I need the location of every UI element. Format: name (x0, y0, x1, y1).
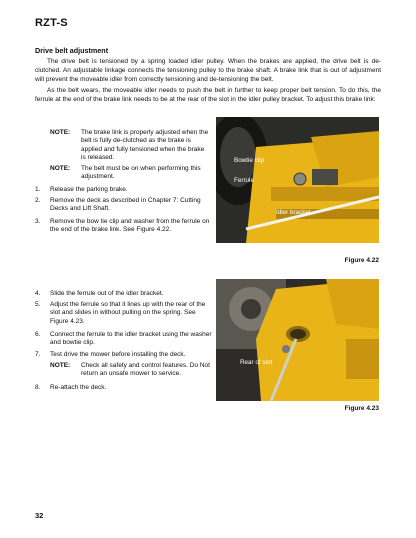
step-text: Slide the ferrule out of the idler bracket. (50, 290, 164, 297)
step-text: Connect the ferrule to the idler bracket using the washer and bowtie clip. (50, 331, 212, 347)
step-text: Test drive the mower before installing the deck. (50, 351, 186, 358)
intro-paragraph: The drive belt is tensioned by a spring loaded idler pulley. When the brakes are applied, the drive belt is de-clutched. An adjustable linkage connects the tensioning pulley to the brake shaft. A brake link that is out of adjustment will prevent the moveable idler from correctly tensioning and de-tensioning the belt. (35, 58, 381, 83)
note-label: NOTE: (50, 129, 71, 136)
note-text: The belt must be on when performing this adjustment. (81, 165, 201, 181)
step-4 (35, 290, 215, 298)
adjustment-paragraph: As the belt wears, the moveable idler needs to push the belt in further to keep proper belt tension. To do this, the ferrule at the end of the brake link needs to be at the rear of the slot in the idler pulley bracket. To adjust this brake link: (35, 87, 381, 103)
idler-bracket-label: Idler bracket (276, 209, 311, 216)
step-6 (35, 331, 215, 348)
note-text: The brake link is properly adjusted when the belt is fully de-clutched as the brake is applied and fully tensioned when the brake is released. (81, 129, 209, 161)
step-number: 6. (35, 331, 41, 338)
step-number: 4. (35, 290, 41, 297)
note-belt (50, 165, 210, 182)
step-number: 3. (35, 218, 41, 225)
step-7 (35, 351, 215, 359)
step-text: Remove the bow tie clip and washer from the ferrule on the end of the brake link. See Figure 4.22. (50, 218, 210, 234)
note-text: Check all safety and control features. Do Not return an unsafe mower to service. (81, 362, 210, 378)
step-text: Release the parking brake. (50, 186, 128, 193)
figure-4-22-photo (216, 117, 379, 243)
note-safety (50, 362, 210, 379)
note-label: NOTE: (50, 165, 71, 172)
step-number: 1. (35, 186, 41, 193)
section-title: Drive belt adjustment (35, 46, 109, 55)
step-number: 2. (35, 197, 41, 204)
step-1 (35, 186, 215, 194)
step-2 (35, 197, 215, 214)
note-adjustment (50, 129, 210, 162)
bowtie-clip-label: Bowtie clip (234, 157, 265, 164)
figure-4-23-image (216, 279, 379, 401)
step-8 (35, 384, 215, 392)
step-5 (35, 301, 215, 326)
note-label: NOTE: (50, 362, 71, 369)
page-number: 32 (35, 511, 44, 520)
step-text: Re-attach the deck. (50, 384, 107, 391)
step-number: 8. (35, 384, 41, 391)
document-header: RZT-S (35, 17, 68, 29)
figure-4-22-caption: Figure 4.22 (344, 257, 379, 264)
step-3 (35, 218, 215, 235)
step-text: Remove the deck as described in Chapter 7: Cutting Decks and Lift Shaft. (50, 197, 201, 213)
step-number: 7. (35, 351, 41, 358)
figure-4-23-photo (216, 279, 379, 401)
ferrule-label: Ferrule (234, 177, 254, 184)
step-number: 5. (35, 301, 41, 308)
step-text: Adjust the ferrule so that it lines up with the rear of the slot and slides in without pulling on the spring. See Figure 4.23. (50, 301, 206, 325)
rear-of-slot-label: Rear of slot (240, 359, 273, 366)
figure-4-23-caption: Figure 4.23 (344, 405, 379, 412)
